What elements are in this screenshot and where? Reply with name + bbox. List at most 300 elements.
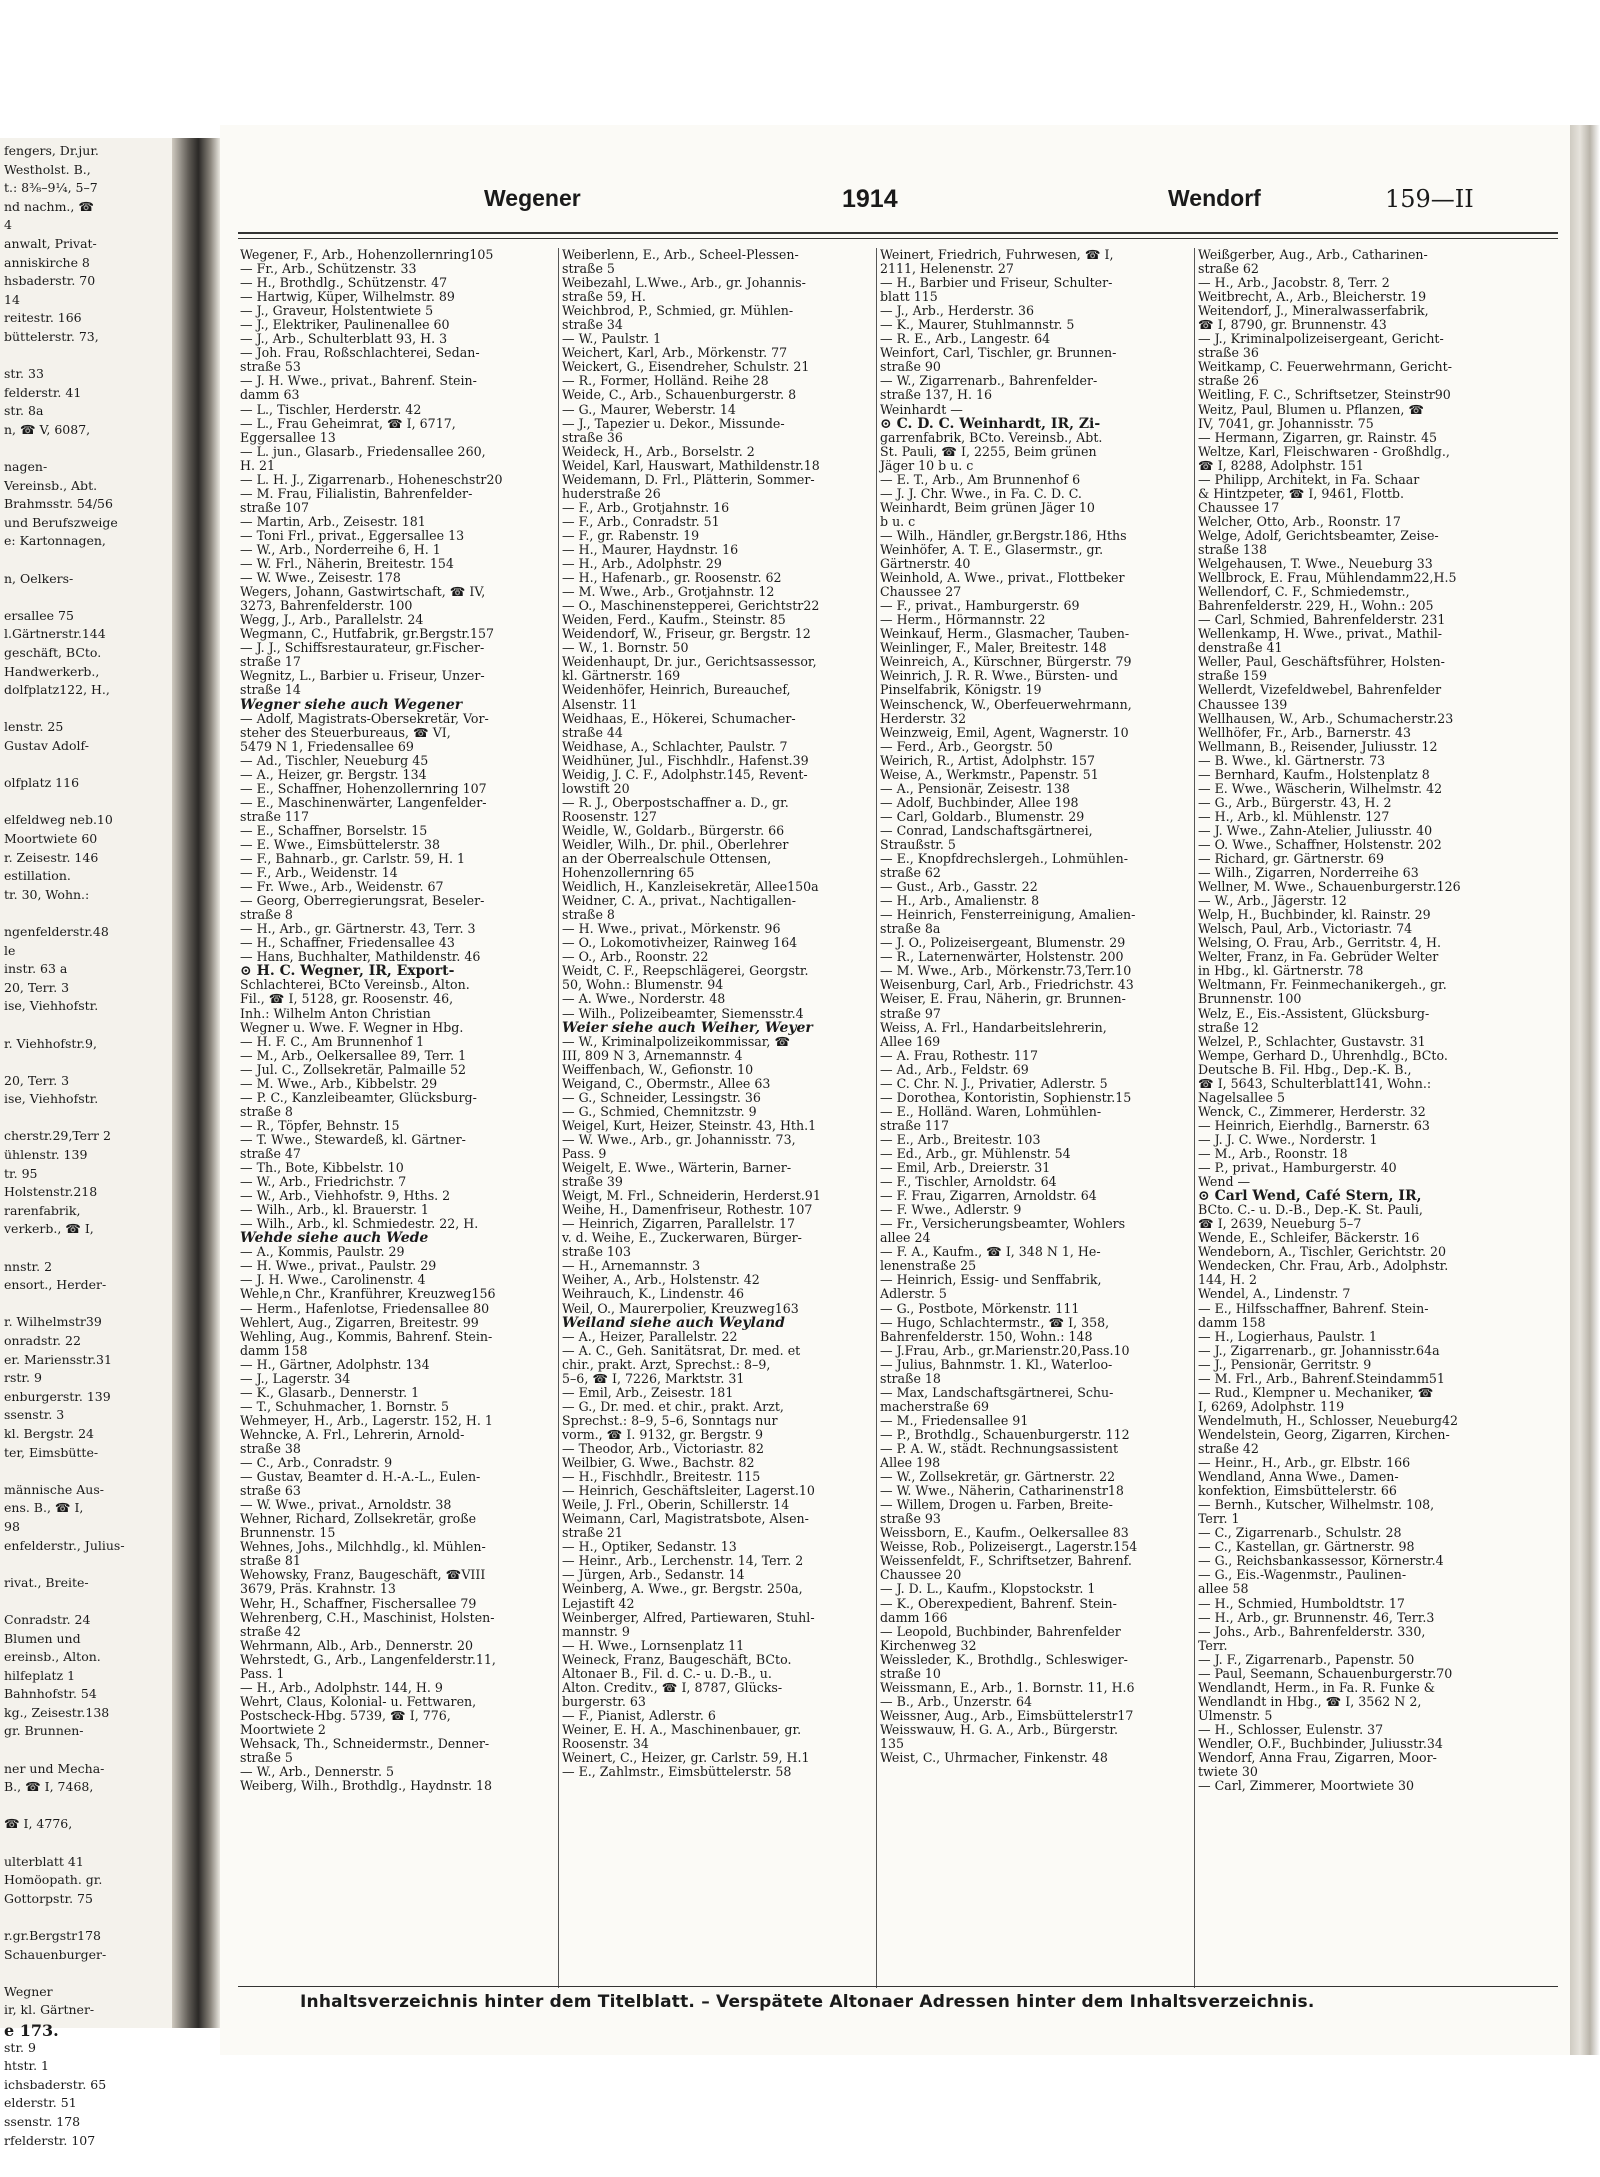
directory-entry: Weisse, Rob., Polizeisergt., Lagerstr.154 bbox=[880, 1539, 1138, 1555]
directory-entry: straße 62 bbox=[880, 865, 941, 881]
directory-entry: Weise, A., Werkmstr., Papenstr. 51 bbox=[880, 766, 1099, 782]
directory-entry: — L., Frau Geheimrat, ☎ I, 6717, bbox=[240, 415, 456, 431]
directory-entry: — B., Arb., Unzerstr. 64 bbox=[880, 1693, 1033, 1709]
directory-entry: — G., Schneider, Lessingstr. 36 bbox=[562, 1089, 761, 1105]
directory-entry: konfektion, Eimsbüttelerstr. 66 bbox=[1198, 1483, 1397, 1499]
directory-entry: — J. H. Wwe., Carolinenstr. 4 bbox=[240, 1272, 426, 1288]
directory-entry: Wellner, M. Wwe., Schauenburgerstr.126 bbox=[1198, 879, 1461, 895]
directory-entry: — W., Arb., Norderreihe 6, H. 1 bbox=[240, 541, 441, 557]
directory-entry: — H., Gärtner, Adolphstr. 134 bbox=[240, 1356, 430, 1372]
directory-entry: — Carl, Zimmerer, Moortwiete 30 bbox=[1198, 1778, 1414, 1794]
directory-entry: — E., Hilfsschaffner, Bahrenf. Stein- bbox=[1198, 1300, 1429, 1316]
left-page-line bbox=[4, 1834, 170, 1853]
directory-entry: — O., Arb., Roonstr. 22 bbox=[562, 949, 709, 965]
left-page-line: ereinsb., Alton. bbox=[4, 1649, 101, 1665]
directory-entry: Wendelmuth, H., Schlosser, Neueburg42 bbox=[1198, 1412, 1458, 1428]
see-also-heading: Weier siehe auch Weiher, Weyer bbox=[562, 1019, 813, 1036]
left-page-line: Holstenstr.218 bbox=[4, 1184, 98, 1200]
directory-entry: — E., Zahlmstr., Eimsbüttelerstr. 58 bbox=[562, 1764, 792, 1780]
directory-entry: Welcher, Otto, Arb., Roonstr. 17 bbox=[1198, 513, 1401, 529]
directory-entry: Weissleder, K., Brothdlg., Schleswiger- bbox=[880, 1651, 1128, 1667]
directory-entry: straße 12 bbox=[1198, 1019, 1259, 1035]
left-page-line: rfelderstr. 107 bbox=[4, 2132, 96, 2148]
directory-entry: — Emil, Arb., Zeisestr. 181 bbox=[562, 1384, 734, 1400]
directory-entry: Weidt, C. F., Reepschlägerei, Georgstr. bbox=[562, 963, 809, 979]
directory-entry: ☎ I, 5643, Schulterblatt141, Wohn.: bbox=[1198, 1075, 1432, 1091]
directory-entry: — W. Wwe., Näherin, Catharinenstr18 bbox=[880, 1483, 1124, 1499]
directory-entry: straße 21 bbox=[562, 1525, 623, 1541]
directory-entry: blatt 115 bbox=[880, 289, 938, 305]
directory-entry: — J. J., Schiffsrestaurateur, gr.Fischer- bbox=[240, 640, 485, 656]
left-page-line: Wegner bbox=[4, 1983, 53, 1999]
directory-entry: straße 90 bbox=[880, 359, 941, 375]
column-divider bbox=[876, 248, 877, 1988]
directory-entry: — H., Arb., Adolphstr. 29 bbox=[562, 556, 722, 572]
directory-entry: Weichert, Karl, Arb., Mörkenstr. 77 bbox=[562, 345, 788, 361]
directory-entry: Wehling, Aug., Kommis, Bahrenf. Stein- bbox=[240, 1328, 493, 1344]
directory-entry: Wend — bbox=[1198, 1174, 1251, 1190]
directory-entry: — H., Arb., Amalienstr. 8 bbox=[880, 893, 1040, 909]
directory-entry: Wegener, F., Arb., Hohenzollernring105 bbox=[240, 247, 494, 262]
directory-entry: straße 8 bbox=[562, 907, 615, 923]
directory-entry: — Th., Bote, Kibbelstr. 10 bbox=[240, 1160, 404, 1176]
directory-entry: — Heinr., Arb., Lerchenstr. 14, Terr. 2 bbox=[562, 1553, 804, 1569]
directory-entry: — Wilh., Arb., kl. Brauerstr. 1 bbox=[240, 1202, 429, 1218]
directory-entry: — J., Pensionär, Gerritstr. 9 bbox=[1198, 1356, 1372, 1372]
directory-entry: — F., Arb., Grotjahnstr. 16 bbox=[562, 499, 730, 515]
directory-entry: 5–6, ☎ I, 7226, Marktstr. 31 bbox=[562, 1370, 745, 1386]
directory-entry: Wegg, J., Arb., Parallelstr. 24 bbox=[240, 612, 424, 628]
directory-entry: Weinkauf, Herm., Glasmacher, Tauben- bbox=[880, 626, 1130, 642]
directory-entry: Weigelt, E. Wwe., Wärterin, Barner- bbox=[562, 1160, 792, 1176]
directory-entry: Bahrenfelderstr. 150, Wohn.: 148 bbox=[880, 1328, 1093, 1344]
left-page-line: er. Mariensstr.31 bbox=[4, 1351, 112, 1367]
directory-entry: — H., Arb., gr. Gärtnerstr. 43, Terr. 3 bbox=[240, 921, 476, 937]
directory-entry: Schlachterei, BCto Vereinsb., Alton. bbox=[240, 977, 470, 993]
left-page-line bbox=[4, 440, 170, 459]
directory-entry: — Heinrich, Essig- und Senffabrik, bbox=[880, 1272, 1102, 1288]
directory-entry: straße 8 bbox=[240, 907, 293, 923]
directory-entry: Postscheck-Hbg. 5739, ☎ I, 776, bbox=[240, 1707, 451, 1723]
directory-entry: — L., Tischler, Herderstr. 42 bbox=[240, 401, 422, 417]
directory-entry: Weidlich, H., Kanzleisekretär, Allee150a bbox=[562, 879, 819, 895]
directory-entry: straße 18 bbox=[880, 1370, 941, 1386]
directory-entry: — E., Maschinenwärter, Langenfelder- bbox=[240, 794, 487, 810]
directory-entry: Terr. bbox=[1198, 1637, 1228, 1653]
directory-entry: — J., Lagerstr. 34 bbox=[240, 1370, 351, 1386]
directory-entry: — C. Chr. N. J., Privatier, Adlerstr. 5 bbox=[880, 1075, 1108, 1091]
left-page-line bbox=[4, 700, 170, 719]
directory-entry: Weidel, Karl, Hauswart, Mathildenstr.18 bbox=[562, 457, 820, 473]
directory-entry: — H., Schlosser, Eulenstr. 37 bbox=[1198, 1721, 1384, 1737]
directory-entry: Wehrmann, Alb., Arb., Dennerstr. 20 bbox=[240, 1637, 473, 1653]
directory-entry: — Ed., Arb., gr. Mühlenstr. 54 bbox=[880, 1146, 1071, 1161]
left-page-line bbox=[4, 1109, 170, 1128]
directory-entry: Weidler, Wilh., Dr. phil., Oberlehrer bbox=[562, 836, 789, 852]
directory-entry: mannstr. 9 bbox=[562, 1623, 630, 1639]
directory-entry: — P., Brothdlg., Schauenburgerstr. 112 bbox=[880, 1426, 1130, 1442]
left-page-line: r. Zeisestr. 146 bbox=[4, 849, 99, 865]
directory-entry: Weiss, A. Frl., Handarbeitslehrerin, bbox=[880, 1019, 1107, 1035]
directory-entry: Lejastift 42 bbox=[562, 1595, 635, 1611]
directory-entry: 3273, Bahrenfelderstr. 100 bbox=[240, 598, 413, 614]
directory-entry: — W., Arb., Friedrichstr. 7 bbox=[240, 1174, 407, 1190]
directory-entry: Kirchenweg 32 bbox=[880, 1637, 977, 1653]
directory-entry: Weinschenck, W., Oberfeuerwehrmann, bbox=[880, 696, 1132, 712]
left-page-line: anniskirche 8 bbox=[4, 254, 90, 270]
left-page-line: n, ☎ V, 6087, bbox=[4, 421, 91, 437]
directory-entry: chir., prakt. Arzt, Sprechst.: 8–9, bbox=[562, 1356, 771, 1372]
directory-entry: lowstift 20 bbox=[562, 780, 630, 796]
directory-entry: Weibezahl, L.Wwe., Arb., gr. Johannis- bbox=[562, 275, 806, 291]
directory-entry: — M., Friedensallee 91 bbox=[880, 1412, 1029, 1428]
left-page-line: ssenstr. 178 bbox=[4, 2113, 81, 2129]
directory-entry: — W., Arb., Dennerstr. 5 bbox=[240, 1764, 394, 1780]
directory-entry: — Adolf, Buchbinder, Allee 198 bbox=[880, 794, 1079, 810]
left-page-line: str. 8a bbox=[4, 403, 44, 419]
directory-entry: straße 5 bbox=[562, 261, 615, 277]
left-page-line bbox=[4, 347, 170, 366]
left-page-line: elderstr. 51 bbox=[4, 2095, 77, 2111]
directory-entry: straße 10 bbox=[880, 1665, 941, 1681]
left-page-line: rstr. 9 bbox=[4, 1370, 42, 1386]
left-page-line: elfeldweg neb.10 bbox=[4, 812, 113, 828]
directory-entry: — Toni Frl., privat., Eggersallee 13 bbox=[240, 527, 465, 543]
left-page-line bbox=[4, 904, 170, 923]
left-page-line: gr. Brunnen- bbox=[4, 1723, 84, 1739]
left-page-line bbox=[4, 1462, 170, 1481]
directory-entry: — O., Maschinenstepperei, Gerichtstr22 bbox=[562, 598, 820, 614]
directory-entry: Wendel, A., Lindenstr. 7 bbox=[1198, 1286, 1351, 1302]
directory-entry: — H., Brothdlg., Schützenstr. 47 bbox=[240, 275, 448, 291]
directory-entry: — Theodor, Arb., Victoriastr. 82 bbox=[562, 1440, 764, 1456]
directory-entry: — W. Frl., Näherin, Breitestr. 154 bbox=[240, 556, 454, 572]
left-page-line: n, Oelkers- bbox=[4, 570, 74, 586]
directory-entry: — P. C., Kanzleibeamter, Glücksburg- bbox=[240, 1089, 477, 1105]
left-page-line bbox=[4, 1239, 170, 1258]
directory-entry: — Wilh., Arb., kl. Schmiedestr. 22, H. bbox=[240, 1216, 479, 1232]
directory-entry: Fil., ☎ I, 5128, gr. Roosenstr. 46, bbox=[240, 991, 454, 1007]
directory-entry: Weiden, Ferd., Kaufm., Steinstr. 85 bbox=[562, 612, 786, 628]
directory-entry: — K., Oberexpedient, Bahrenf. Stein- bbox=[880, 1595, 1117, 1611]
directory-entry: straße 107 bbox=[240, 499, 309, 515]
directory-entry: Wellmann, B., Reisender, Juliusstr. 12 bbox=[1198, 738, 1438, 754]
directory-entry: Adlerstr. 5 bbox=[880, 1286, 947, 1302]
left-page-line: 14 bbox=[4, 291, 20, 307]
left-page-text bbox=[4, 142, 170, 2150]
left-page-line: ühlenstr. 139 bbox=[4, 1147, 88, 1163]
directory-entry: — Georg, Oberregierungsrat, Beseler- bbox=[240, 893, 485, 909]
left-page-line: le bbox=[4, 942, 16, 958]
directory-entry: — A. Frau, Rothestr. 117 bbox=[880, 1047, 1038, 1063]
directory-entry: Weissmann, E., Arb., 1. Bornstr. 11, H.6 bbox=[880, 1679, 1135, 1695]
directory-entry: Wendlandt in Hbg., ☎ I, 3562 N 2, bbox=[1198, 1693, 1422, 1709]
directory-entry: Alton. Creditv., ☎ I, 8787, Glücks- bbox=[562, 1679, 783, 1695]
directory-entry: — Carl, Schmied, Bahrenfelderstr. 231 bbox=[1198, 612, 1446, 628]
directory-entry: Brunnenstr. 15 bbox=[240, 1525, 336, 1541]
directory-entry: Roosenstr. 127 bbox=[562, 808, 657, 824]
directory-entry: Wegers, Johann, Gastwirtschaft, ☎ IV, bbox=[240, 584, 486, 600]
left-page-line: Vereinsb., Abt. bbox=[4, 477, 98, 493]
directory-entry: Weiberlenn, E., Arb., Scheel-Plessen- bbox=[562, 247, 799, 262]
left-page-line: dolfplatz122, H., bbox=[4, 682, 110, 698]
directory-entry: — Paul, Seemann, Schauenburgerstr.70 bbox=[1198, 1665, 1453, 1681]
directory-entry: — J.Frau, Arb., gr.Marienstr.20,Pass.10 bbox=[880, 1342, 1130, 1358]
directory-entry: straße 44 bbox=[562, 724, 623, 740]
directory-entry: — E., Holländ. Waren, Lohmühlen- bbox=[880, 1103, 1102, 1119]
directory-entry: Wehlert, Aug., Zigarren, Breitestr. 99 bbox=[240, 1314, 479, 1330]
directory-entry: Weil, O., Maurerpolier, Kreuzweg163 bbox=[562, 1300, 799, 1316]
directory-entry: Weltze, Karl, Fleischwaren - Großhdlg., bbox=[1198, 443, 1450, 459]
directory-entry: straße 97 bbox=[880, 1005, 941, 1021]
left-page-line: 4 bbox=[4, 217, 12, 233]
left-page-line bbox=[4, 1555, 170, 1574]
directory-entry: Weide, C., Arb., Schauenburgerstr. 8 bbox=[562, 387, 797, 403]
directory-entry: allee 58 bbox=[1198, 1581, 1249, 1597]
directory-entry: Weissenfeldt, F., Schriftsetzer, Bahrenf. bbox=[880, 1553, 1132, 1569]
directory-entry: 135 bbox=[880, 1735, 905, 1751]
left-page-line: Handwerkerb., bbox=[4, 663, 100, 679]
directory-entry: straße 59, H. bbox=[562, 289, 646, 305]
directory-entry: Weidig, J. C. F., Adolphstr.145, Revent- bbox=[562, 766, 808, 782]
directory-entry: — W. Wwe., Zeisestr. 178 bbox=[240, 570, 401, 586]
directory-entry: Chaussee 20 bbox=[880, 1567, 962, 1583]
directory-entry: Welsing, O. Frau, Arb., Gerritstr. 4, H. bbox=[1198, 935, 1442, 951]
directory-entry: St. Pauli, ☎ I, 2255, Beim grünen bbox=[880, 443, 1097, 459]
directory-entry: Terr. 1 bbox=[1198, 1511, 1240, 1527]
directory-entry: huderstraße 26 bbox=[562, 485, 661, 501]
directory-entry: — R., Laternenwärter, Holstenstr. 200 bbox=[880, 949, 1124, 965]
directory-entry: — A., Kommis, Paulstr. 29 bbox=[240, 1244, 405, 1260]
directory-entry: — W., Kriminalpolizeikommissar, ☎ bbox=[562, 1033, 791, 1049]
directory-entry: — Fr., Arb., Schützenstr. 33 bbox=[240, 261, 417, 277]
directory-entry: Pinselfabrik, Königstr. 19 bbox=[880, 682, 1042, 698]
directory-entry: — F. A., Kaufm., ☎ I, 348 N 1, He- bbox=[880, 1244, 1101, 1260]
directory-entry: Altonaer B., Fil. d. C.- u. D.-B., u. bbox=[562, 1665, 772, 1681]
directory-entry: Weitling, F. C., Schriftsetzer, Steinstr90 bbox=[1198, 387, 1451, 403]
directory-entry: Weißgerber, Aug., Arb., Catharinen- bbox=[1198, 247, 1428, 262]
directory-entry: straße 14 bbox=[240, 682, 301, 698]
left-page-line: 20, Terr. 3 bbox=[4, 979, 70, 995]
directory-entry: Wegmann, C., Hutfabrik, gr.Bergstr.157 bbox=[240, 626, 495, 642]
directory-column-3 bbox=[880, 248, 1192, 1988]
directory-entry: straße 39 bbox=[562, 1174, 623, 1190]
directory-entry: — Fr. Wwe., Arb., Weidenstr. 67 bbox=[240, 879, 444, 895]
left-page-line: str. 33 bbox=[4, 366, 44, 382]
directory-entry: — Wilh., Polizeibeamter, Siemensstr.4 bbox=[562, 1005, 804, 1021]
directory-entry: — H., Fischhdlr., Breitestr. 115 bbox=[562, 1469, 761, 1485]
left-page-line bbox=[4, 1016, 170, 1035]
directory-entry: Wehncke, A. Frl., Lehrerin, Arnold- bbox=[240, 1426, 465, 1442]
see-also-heading: Wegner siehe auch Wegener bbox=[240, 696, 463, 713]
directory-entry: — J., Elektriker, Paulinenallee 60 bbox=[240, 317, 450, 333]
directory-entry: Ulmenstr. 5 bbox=[1198, 1707, 1273, 1723]
left-page-line: nd nachm., ☎ bbox=[4, 198, 94, 214]
directory-entry: straße 138 bbox=[1198, 541, 1267, 557]
header-first-name: Wegener bbox=[484, 185, 581, 211]
directory-entry: straße 36 bbox=[1198, 345, 1259, 361]
directory-entry: — M. Frau, Filialistin, Bahrenfelder- bbox=[240, 485, 473, 501]
directory-entry: Weinberger, Alfred, Partiewaren, Stuhl- bbox=[562, 1609, 815, 1625]
directory-entry: — W., 1. Bornstr. 50 bbox=[562, 640, 689, 656]
directory-entry: — Bernh., Kutscher, Wilhelmstr. 108, bbox=[1198, 1497, 1435, 1513]
directory-entry: damm 158 bbox=[1198, 1314, 1266, 1330]
directory-entry: — F., Arb., Conradstr. 51 bbox=[562, 513, 720, 529]
directory-entry: straße 137, H. 16 bbox=[880, 387, 992, 403]
directory-entry: BCto. C.- u. D.-B., Dep.-K. St. Pauli, bbox=[1198, 1202, 1423, 1218]
header-year: 1914 bbox=[842, 185, 898, 213]
firm-entry: ⊙ Carl Wend, Café Stern, IR, bbox=[1198, 1188, 1422, 1205]
directory-entry: — J. H. Wwe., privat., Bahrenf. Stein- bbox=[240, 373, 477, 389]
directory-entry: — M., Arb., Roonstr. 18 bbox=[1198, 1146, 1348, 1161]
left-page-line: ise, Viehhofstr. bbox=[4, 998, 99, 1014]
left-page-line: hsbaderstr. 70 bbox=[4, 273, 96, 289]
directory-entry: — M. Wwe., Arb., Kibbelstr. 29 bbox=[240, 1075, 438, 1091]
footer-rule bbox=[238, 1986, 1558, 1987]
directory-column-4 bbox=[1198, 248, 1548, 1988]
directory-entry: Weitendorf, J., Mineralwasserfabrik, bbox=[1198, 303, 1429, 319]
directory-entry: Straußstr. 5 bbox=[880, 836, 956, 852]
left-page-line: r. Wilhelmstr39 bbox=[4, 1314, 102, 1330]
directory-entry: — Gustav, Beamter d. H.-A.-L., Eulen- bbox=[240, 1469, 481, 1485]
directory-entry: — F., gr. Rabenstr. 19 bbox=[562, 527, 700, 543]
directory-entry: steher des Steuerbureaus, ☎ VI, bbox=[240, 724, 451, 740]
directory-entry: — Martin, Arb., Zeisestr. 181 bbox=[240, 513, 426, 529]
directory-entry: Weller, Paul, Geschäftsführer, Holsten- bbox=[1198, 654, 1445, 670]
directory-entry: Deutsche B. Fil. Hbg., Dep.-K. B., bbox=[1198, 1061, 1412, 1077]
left-page-line: ensort., Herder- bbox=[4, 1277, 107, 1293]
directory-entry: — Bernhard, Kaufm., Holstenplatz 8 bbox=[1198, 766, 1430, 782]
directory-entry: Weidenhöfer, Heinrich, Bureauchef, bbox=[562, 682, 791, 698]
left-page-line: ssenstr. 3 bbox=[4, 1407, 65, 1423]
directory-entry: — M., Arb., Oelkersallee 89, Terr. 1 bbox=[240, 1047, 467, 1063]
page-edge bbox=[1570, 125, 1600, 2055]
header-last-name: Wendorf bbox=[1168, 185, 1261, 211]
directory-entry: — H., Logierhaus, Paulstr. 1 bbox=[1198, 1328, 1378, 1344]
left-page-line bbox=[4, 588, 170, 607]
directory-entry: Pass. 9 bbox=[562, 1146, 607, 1161]
directory-entry: Welp, H., Buchbinder, kl. Rainstr. 29 bbox=[1198, 907, 1431, 923]
directory-entry: Herderstr. 32 bbox=[880, 710, 967, 726]
directory-entry: 5479 N 1, Friedensallee 69 bbox=[240, 738, 414, 754]
directory-entry: Wellenkamp, H. Wwe., privat., Mathil- bbox=[1198, 626, 1443, 642]
directory-entry: 2111, Helenenstr. 27 bbox=[880, 261, 1014, 277]
directory-entry: Weisenburg, Carl, Arb., Friedrichstr. 43 bbox=[880, 977, 1134, 993]
directory-entry: Weirich, R., Artist, Adolphstr. 157 bbox=[880, 752, 1095, 768]
directory-entry: — F., Arb., Weidenstr. 14 bbox=[240, 865, 398, 881]
directory-entry: — Ferd., Arb., Georgstr. 50 bbox=[880, 738, 1053, 754]
directory-entry: Weinlinger, F., Maler, Breitestr. 148 bbox=[880, 640, 1107, 656]
directory-entry: Wehle,n Chr., Kranführer, Kreuzweg156 bbox=[240, 1286, 496, 1302]
directory-entry: — G., Schmied, Chemnitzstr. 9 bbox=[562, 1103, 757, 1119]
directory-entry: kl. Gärtnerstr. 169 bbox=[562, 668, 681, 684]
directory-entry: — Julius, Bahnmstr. 1. Kl., Waterloo- bbox=[880, 1356, 1113, 1372]
directory-entry: — Herm., Hafenlotse, Friedensallee 80 bbox=[240, 1300, 490, 1316]
left-page-line: enfelderstr., Julius- bbox=[4, 1537, 125, 1553]
left-page-line bbox=[4, 793, 170, 812]
left-page-line: Homöopath. gr. bbox=[4, 1872, 103, 1888]
directory-entry: — E. Wwe., Eimsbüttelerstr. 38 bbox=[240, 836, 441, 852]
directory-entry: — Hartwig, Küper, Wilhelmstr. 89 bbox=[240, 289, 455, 305]
directory-entry: — F. Wwe., Adlerstr. 9 bbox=[880, 1202, 1022, 1218]
directory-entry: — Rud., Klempner u. Mechaniker, ☎ bbox=[1198, 1384, 1434, 1400]
directory-entry: Weinfort, Carl, Tischler, gr. Brunnen- bbox=[880, 345, 1117, 361]
directory-entry: Welge, Adolf, Gerichtsbeamter, Zeise- bbox=[1198, 527, 1439, 543]
directory-entry: Chaussee 27 bbox=[880, 584, 962, 600]
directory-entry: Moortwiete 2 bbox=[240, 1721, 326, 1737]
directory-entry: Wehrt, Claus, Kolonial- u. Fettwaren, bbox=[240, 1693, 477, 1709]
directory-entry: straße 62 bbox=[1198, 261, 1259, 277]
left-page-line: ner und Mecha- bbox=[4, 1760, 105, 1776]
directory-entry: straße 26 bbox=[1198, 373, 1259, 389]
directory-entry: — C., Zigarrenarb., Schulstr. 28 bbox=[1198, 1525, 1402, 1541]
directory-entry: — F., Tischler, Arnoldstr. 64 bbox=[880, 1174, 1057, 1190]
left-page-line: r. Viehhofstr.9, bbox=[4, 1035, 97, 1051]
directory-column-2 bbox=[562, 248, 874, 1988]
directory-entry: Wendorf, Anna Frau, Zigarren, Moor- bbox=[1198, 1750, 1437, 1766]
directory-entry: Chaussee 17 bbox=[1198, 499, 1280, 515]
directory-entry: Wellendorf, C. F., Schmiedemstr., bbox=[1198, 584, 1410, 600]
directory-entry: — A. Wwe., Norderstr. 48 bbox=[562, 991, 726, 1007]
left-page-line: onradstr. 22 bbox=[4, 1333, 81, 1348]
directory-entry: Weiffenbach, W., Gefionstr. 10 bbox=[562, 1061, 754, 1077]
directory-entry: Wendecken, Chr. Frau, Arb., Adolphstr. bbox=[1198, 1258, 1449, 1274]
directory-entry: Weiberg, Wilh., Brothdlg., Haydnstr. 18 bbox=[240, 1778, 493, 1794]
directory-entry: — B. Wwe., kl. Gärtnerstr. 73 bbox=[1198, 752, 1386, 768]
directory-entry: — A., Pensionär, Zeisestr. 138 bbox=[880, 780, 1070, 796]
directory-entry: Weidhüner, Jul., Fischhdlr., Hafenst.39 bbox=[562, 752, 809, 768]
left-page-line: verkerb., ☎ I, bbox=[4, 1221, 94, 1237]
left-page-line: kl. Bergstr. 24 bbox=[4, 1425, 94, 1441]
directory-entry: v. d. Weihe, E., Zuckerwaren, Bürger- bbox=[562, 1230, 802, 1246]
directory-entry: Weidhaas, E., Hökerei, Schumacher- bbox=[562, 710, 796, 726]
directory-entry: Weinert, C., Heizer, gr. Carlstr. 59, H.1 bbox=[562, 1750, 810, 1766]
left-page-line: ☎ I, 4776, bbox=[4, 1816, 73, 1832]
directory-entry: — C., Arb., Conradstr. 9 bbox=[240, 1455, 393, 1471]
directory-entry: Wellhausen, W., Arb., Schumacherstr.23 bbox=[1198, 710, 1454, 726]
left-page-line: rivat., Breite- bbox=[4, 1574, 89, 1590]
directory-entry: lenenstraße 25 bbox=[880, 1258, 977, 1274]
directory-entry: Weideck, H., Arb., Borselstr. 2 bbox=[562, 443, 755, 459]
directory-entry: & Hintzpeter, ☎ I, 9461, Flottb. bbox=[1198, 485, 1404, 501]
directory-entry: Weiser, E. Frau, Näherin, gr. Brunnen- bbox=[880, 991, 1126, 1007]
directory-entry: Weisswauw, H. G. A., Arb., Bürgerstr. bbox=[880, 1721, 1118, 1737]
left-page-line: Westholst. B., bbox=[4, 161, 91, 177]
directory-entry: Wegnitz, L., Barbier u. Friseur, Unzer- bbox=[240, 668, 485, 684]
directory-entry: straße 42 bbox=[240, 1623, 301, 1639]
left-page-fragment bbox=[0, 138, 172, 2148]
directory-entry: Wehrstedt, G., Arb., Langenfelderstr.11, bbox=[240, 1651, 496, 1667]
see-also-heading: Wehde siehe auch Wede bbox=[240, 1230, 429, 1247]
directory-entry: — P., privat., Hamburgerstr. 40 bbox=[1198, 1160, 1397, 1176]
directory-entry: — J. F., Zigarrenarb., Papenstr. 50 bbox=[1198, 1651, 1415, 1667]
directory-entry: burgerstr. 63 bbox=[562, 1693, 646, 1709]
directory-entry: Weilbier, G. Wwe., Bachstr. 82 bbox=[562, 1455, 755, 1471]
directory-entry: — H., Schmied, Humboldtstr. 17 bbox=[1198, 1595, 1405, 1611]
left-page-line: nagen- bbox=[4, 459, 48, 475]
directory-entry: — M. Wwe., Arb., Grotjahnstr. 12 bbox=[562, 584, 775, 600]
directory-entry: Wehrenberg, C.H., Maschinist, Holsten- bbox=[240, 1609, 495, 1625]
directory-entry: Wehmeyer, H., Arb., Lagerstr. 152, H. 1 bbox=[240, 1412, 493, 1428]
directory-entry: — E. Wwe., Wäscherin, Wilhelmstr. 42 bbox=[1198, 780, 1443, 796]
left-page-line: nnstr. 2 bbox=[4, 1258, 53, 1274]
directory-entry: Wendlandt, Herm., in Fa. R. Funke & bbox=[1198, 1679, 1436, 1695]
directory-entry: Weiner, E. H. A., Maschinenbauer, gr. bbox=[562, 1721, 802, 1737]
left-page-line bbox=[4, 1797, 170, 1816]
directory-entry: — W., Zollsekretär, gr. Gärtnerstr. 22 bbox=[880, 1469, 1116, 1485]
directory-entry: Alsenstr. 11 bbox=[562, 696, 638, 712]
directory-entry: — W., Zigarrenarb., Bahrenfelder- bbox=[880, 373, 1098, 389]
